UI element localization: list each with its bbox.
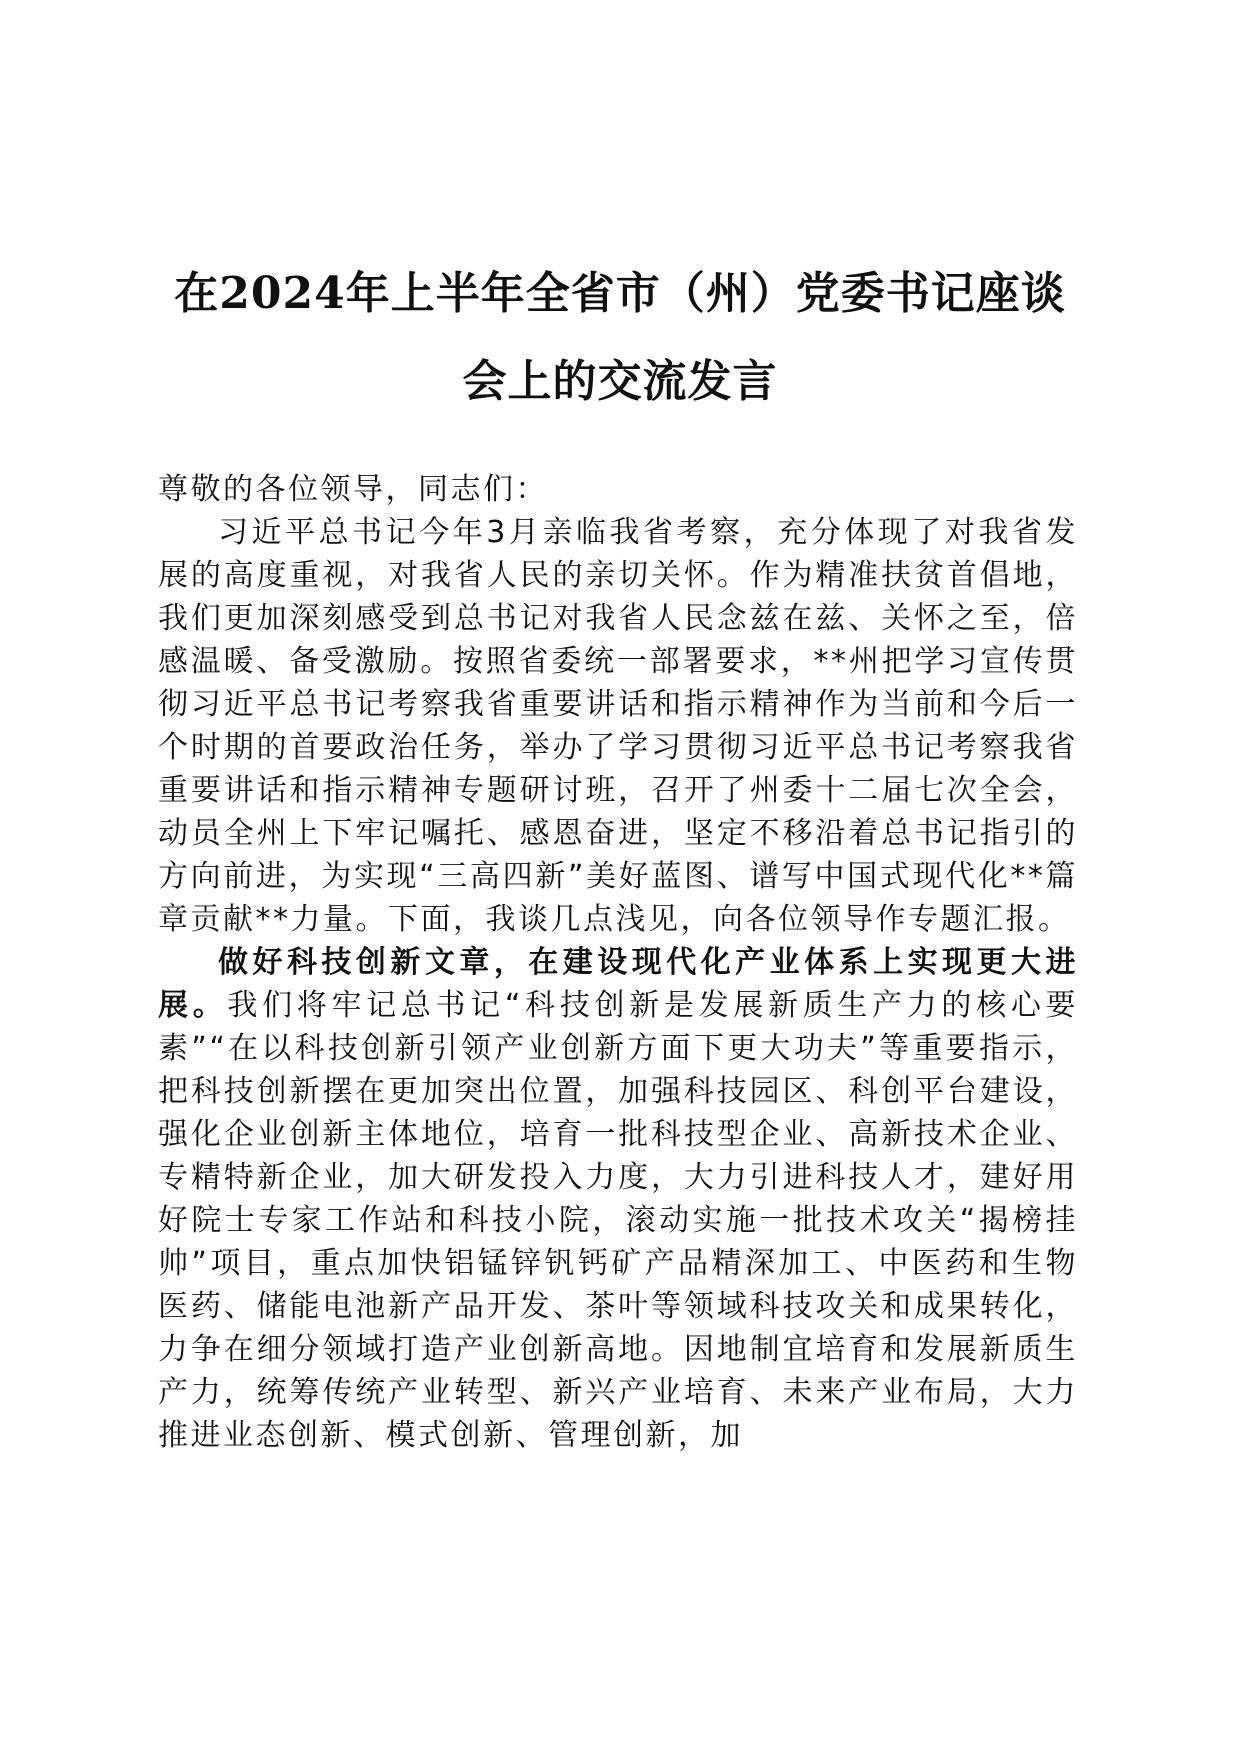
paragraph-2-lead: 做好科技创新文章，在建设现代化产业体系上实现更大进展。 [158,945,1078,1023]
document-body [158,468,1078,1457]
document-title [150,250,1090,426]
paragraph-1: 习近平总书记今年3月亲临我省考察，充分体现了对我省发展的高度重视，对我省人民的亲切关怀。作为精准扶贫首倡地，我们更加深刻感受到总书记对我省人民念兹在兹、关怀之至，倍感温暖、备受激励。按照省委统一部署要求，**州把学习宣传贯彻习近平总书记考察我省重要讲话和指示精神作为当前和今后一个时期的首要政治任务，举办了学习贯彻习近平总书记考察我省重要讲话和指示精神专题研讨班，召开了州委十二届七次全会，动员全州上下牢记嘱托、感恩奋进，坚定不移沿着总书记指引的方向前进，为实现“三高四新”美好蓝图、谱写中国式现代化**篇章贡献**力量。下面，我谈几点浅见，向各位领导作专题汇报。 [158,515,1078,937]
title-line-2: 会上的交流发言 [462,356,778,407]
paragraph-2 [158,941,1078,1457]
paragraph-2-body: 我们将牢记总书记“科技创新是发展新质生产力的核心要素”“在以科技创新引领产业创新方面下更大功夫”等重要指示，把科技创新摆在更加突出位置，加强科技园区、科创平台建设，强化企业创新主体地位，培育一批科技型企业、高新技术企业、专精特新企业，加大研发投入力度，大力引进科技人才，建好用好院士专家工作站和科技小院，滚动实施一批技术攻关“揭榜挂帅”项目，重点加快铝锰锌钒钙矿产品精深加工、中医药和生物医药、储能电池新产品开发、茶叶等领域科技攻关和成果转化，力争在细分领域打造产业创新高地。因地制宜培育和发展新质生产力，统筹传统产业转型、新兴产业培育、未来产业布局，大力推进业态创新、模式创新、管理创新，加 [158,988,1079,1453]
title-line-1: 在2024年上半年全省市（州）党委书记座谈 [174,268,1066,319]
greeting: 尊敬的各位领导，同志们： [158,472,548,507]
